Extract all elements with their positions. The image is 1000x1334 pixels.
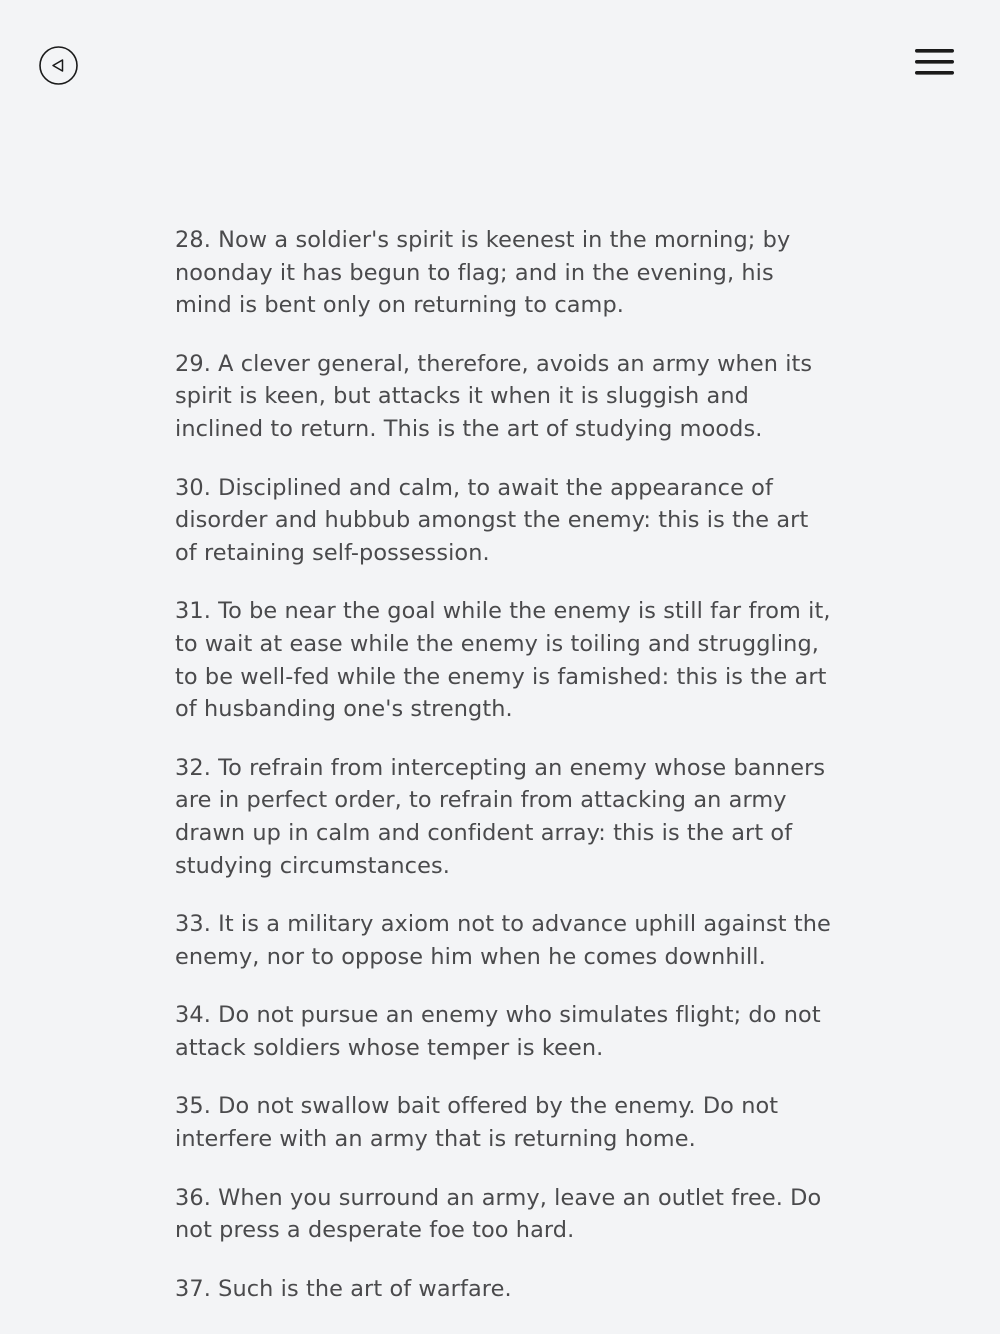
paragraph-29: 29. A clever general, therefore, avoids an army when its spirit is keen, but attacks it when it is sluggish and inclined to return. This is the art of studying moods. <box>175 350 813 442</box>
reader-content <box>175 224 831 1331</box>
menu-button[interactable] <box>914 48 956 78</box>
paragraph-30: 30. Disciplined and calm, to await the appearance of disorder and hubbub amongst the enemy: this is the art of retaining self-possession. <box>175 474 809 566</box>
back-triangle-circle-icon <box>39 46 78 85</box>
back-button[interactable] <box>39 46 78 85</box>
paragraph-36: 36. When you surround an army, leave an outlet free. Do not press a desperate foe too hard. <box>175 1184 822 1244</box>
paragraph-37: 37. Such is the art of warfare. <box>175 1275 512 1302</box>
paragraph-31: 31. To be near the goal while the enemy is still far from it, to wait at ease while the enemy is toiling and struggling, to be well-fed while the enemy is famished: this is the art of husbanding one's strength. <box>175 598 831 723</box>
hamburger-menu-icon <box>914 48 956 78</box>
paragraph-28: 28. Now a soldier's spirit is keenest in the morning; by noonday it has begun to flag; and in the evening, his mind is bent only on returning to camp. <box>175 227 791 319</box>
paragraph-35: 35. Do not swallow bait offered by the enemy. Do not interfere with an army that is returning home. <box>175 1093 779 1153</box>
paragraph-34: 34. Do not pursue an enemy who simulates flight; do not attack soldiers whose temper is keen. <box>175 1002 821 1061</box>
paragraph-32: 32. To refrain from intercepting an enemy whose banners are in perfect order, to refrain from attacking an army drawn up in calm and confident array: this is the art of studying circumstances. <box>175 754 826 879</box>
paragraph-33: 33. It is a military axiom not to advance uphill against the enemy, nor to oppose him when he comes downhill. <box>175 911 831 970</box>
